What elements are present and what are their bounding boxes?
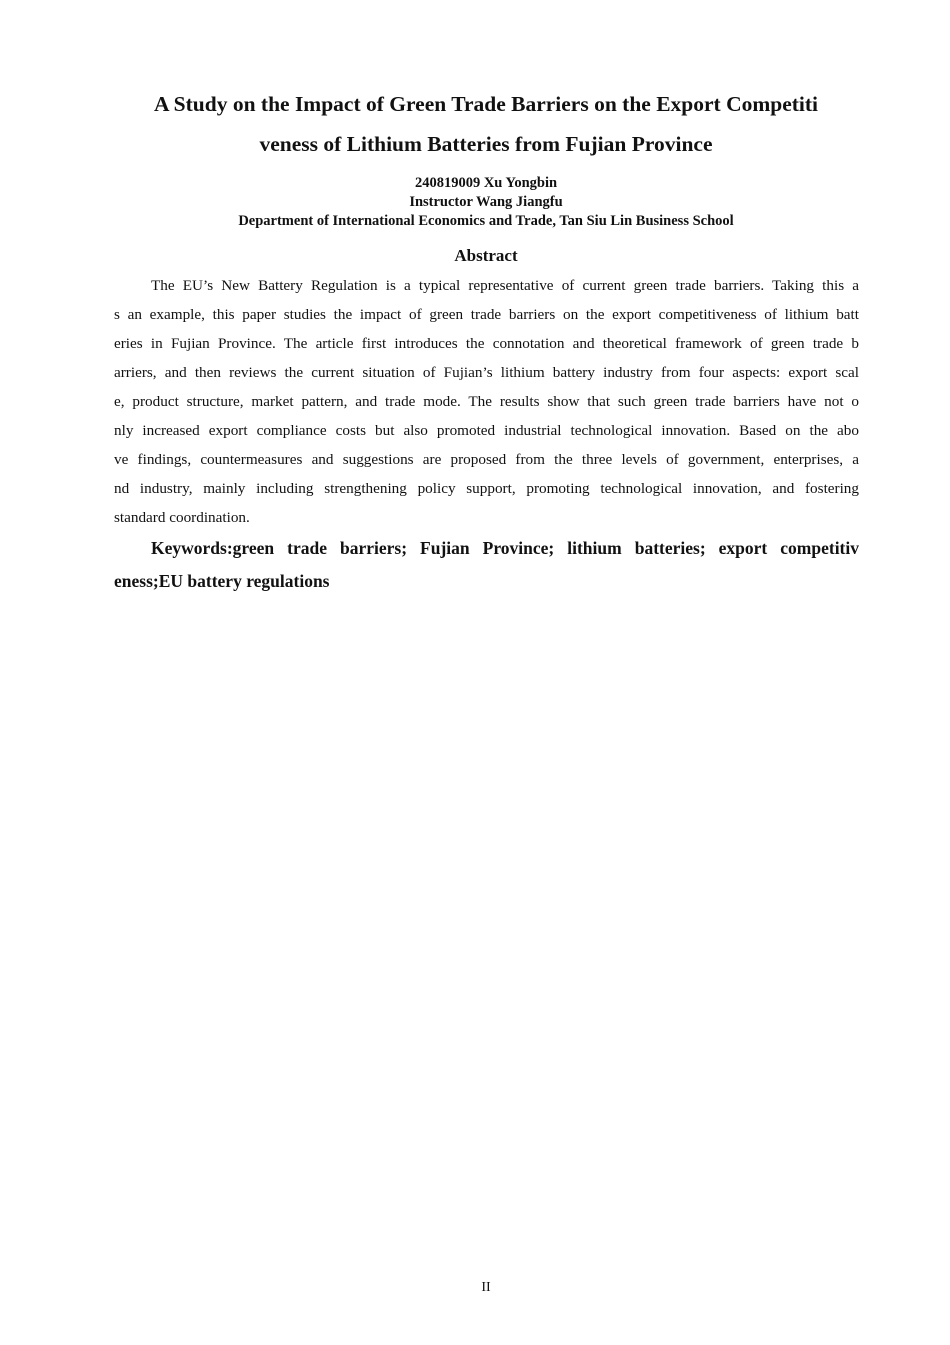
- abstract-line: ve findings, countermeasures and suggestions are proposed from the three levels of government, enterprises, a: [114, 451, 859, 468]
- department-name: Department of International Economics and Trade, Tan Siu Lin Business School: [238, 213, 734, 229]
- page-number: II: [481, 1280, 491, 1295]
- author-id-name: 240819009 Xu Yongbin: [414, 175, 558, 191]
- abstract-line: arriers, and then reviews the current situation of Fujian’s lithium battery industry from four aspects: export scal: [114, 364, 859, 381]
- keywords-line: eness;EU battery regulations: [114, 571, 330, 591]
- abstract-line: standard coordination.: [114, 509, 250, 526]
- abstract-line: s an example, this paper studies the impact of green trade barriers on the export competitiveness of lithium batt: [114, 306, 859, 323]
- abstract-line: e, product structure, market pattern, and trade mode. The results show that such green trade barriers have not o: [114, 393, 859, 410]
- abstract-heading: Abstract: [454, 246, 518, 265]
- instructor-name: Instructor Wang Jiangfu: [409, 194, 563, 210]
- abstract-line: nd industry, mainly including strengthening policy support, promoting technological innovation, and fostering: [114, 480, 859, 497]
- keywords-line: Keywords:green trade barriers; Fujian Province; lithium batteries; export competitiv: [151, 538, 859, 558]
- paper-title-line-1: A Study on the Impact of Green Trade Barriers on the Export Competiti: [153, 92, 819, 116]
- abstract-line: eries in Fujian Province. The article first introduces the connotation and theoretical framework of green trade b: [114, 335, 859, 352]
- paper-title-line-2: veness of Lithium Batteries from Fujian Province: [259, 132, 713, 156]
- abstract-line: nly increased export compliance costs but also promoted industrial technological innovation. Based on the abo: [114, 422, 859, 439]
- abstract-line: The EU’s New Battery Regulation is a typical representative of current green trade barriers. Taking this a: [151, 277, 859, 294]
